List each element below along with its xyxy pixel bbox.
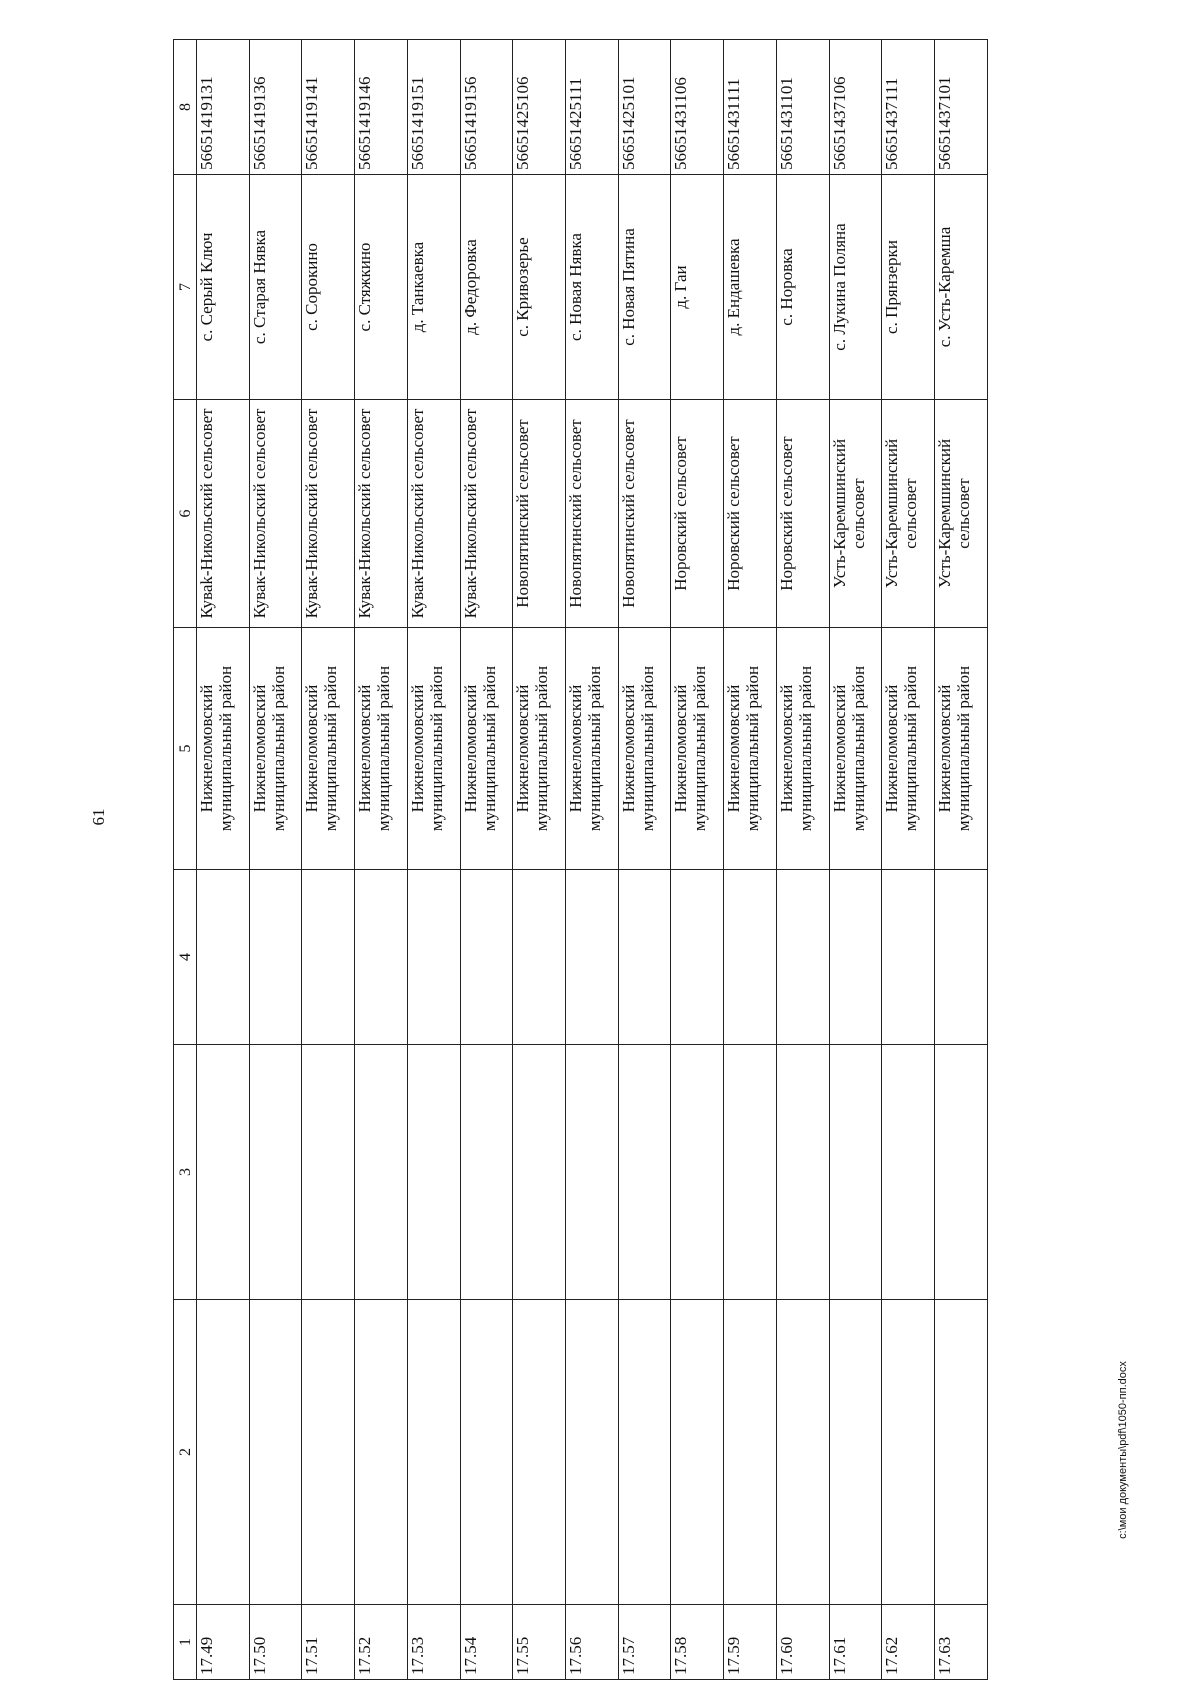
row-number-cell: 17.60 (776, 1605, 829, 1680)
settlement-cell: с. Старая Нявка (249, 175, 302, 400)
row-number-cell: 17.53 (407, 1605, 460, 1680)
table-row (671, 40, 724, 1680)
settlement-cell: с. Прянзерки (882, 175, 935, 400)
council-cell: Норовский сельсовет (724, 400, 777, 628)
settlement-cell: с. Серый Ключ (197, 175, 250, 400)
district-cell: Нижнеломовский муниципальный район (249, 628, 302, 870)
empty-cell (566, 870, 619, 1045)
settlement-cell: д. Ендашевка (724, 175, 777, 400)
council-cell: Кувак-Никольский сельсовет (355, 400, 408, 628)
empty-cell (355, 1300, 408, 1605)
settlement-cell: с. Новая Нявка (566, 175, 619, 400)
empty-cell (460, 1300, 513, 1605)
row-number-cell: 17.57 (618, 1605, 671, 1680)
empty-cell (618, 870, 671, 1045)
table-row (407, 40, 460, 1680)
settlement-cell: с. Усть-Каремша (935, 175, 988, 400)
oktmo-code-cell: 56651437101 (935, 40, 988, 175)
row-number-cell: 17.55 (513, 1605, 566, 1680)
empty-cell (776, 870, 829, 1045)
column-header: 1 (174, 1605, 197, 1680)
column-header: 7 (174, 175, 197, 400)
empty-cell (935, 870, 988, 1045)
oktmo-code-cell: 56651419156 (460, 40, 513, 175)
oktmo-code-cell: 56651437111 (882, 40, 935, 175)
row-number-cell: 17.49 (197, 1605, 250, 1680)
oktmo-code-cell: 56651419136 (249, 40, 302, 175)
settlement-cell: с. Стяжкино (355, 175, 408, 400)
row-number-cell: 17.54 (460, 1605, 513, 1680)
settlement-cell: с. Новая Пятина (618, 175, 671, 400)
oktmo-code-cell: 56651419146 (355, 40, 408, 175)
empty-cell (566, 1045, 619, 1300)
empty-cell (355, 1045, 408, 1300)
row-number-cell: 17.62 (882, 1605, 935, 1680)
empty-cell (618, 1045, 671, 1300)
row-number-cell: 17.51 (302, 1605, 355, 1680)
row-number-cell: 17.61 (829, 1605, 882, 1680)
council-cell: Норовский сельсовет (671, 400, 724, 628)
empty-cell (671, 1045, 724, 1300)
column-header: 3 (174, 1045, 197, 1300)
settlement-cell: с. Норовка (776, 175, 829, 400)
district-cell: Нижнеломовский муниципальный район (776, 628, 829, 870)
oktmo-code-cell: 56651437106 (829, 40, 882, 175)
row-number-cell: 17.50 (249, 1605, 302, 1680)
council-cell: Усть-Каремшинский сельсовет (935, 400, 988, 628)
empty-cell (566, 1300, 619, 1605)
empty-cell (407, 1045, 460, 1300)
page-number: 61 (89, 808, 108, 826)
oktmo-code-cell: 56651425101 (618, 40, 671, 175)
district-cell: Нижнеломовский муниципальный район (513, 628, 566, 870)
district-cell: Нижнеломовский муниципальный район (618, 628, 671, 870)
table-row (460, 40, 513, 1680)
table-container (173, 40, 988, 1680)
row-number-cell: 17.63 (935, 1605, 988, 1680)
row-number-cell: 17.59 (724, 1605, 777, 1680)
oktmo-code-cell: 56651431111 (724, 40, 777, 175)
empty-cell (302, 1045, 355, 1300)
table-row (935, 40, 988, 1680)
row-number-cell: 17.52 (355, 1605, 408, 1680)
oktmo-code-cell: 56651425106 (513, 40, 566, 175)
district-cell: Нижнеломовский муниципальный район (724, 628, 777, 870)
council-cell: Усть-Каремшинский сельсовет (829, 400, 882, 628)
table-row (355, 40, 408, 1680)
district-cell: Нижнеломовский муниципальный район (829, 628, 882, 870)
empty-cell (935, 1300, 988, 1605)
settlements-table (173, 39, 988, 1680)
empty-cell (407, 1300, 460, 1605)
council-cell: Новопятинский сельсовет (618, 400, 671, 628)
oktmo-code-cell: 56651419131 (197, 40, 250, 175)
empty-cell (513, 1045, 566, 1300)
empty-cell (882, 1300, 935, 1605)
district-cell: Нижнеломовский муниципальный район (566, 628, 619, 870)
district-cell: Нижнеломовский муниципальный район (302, 628, 355, 870)
empty-cell (724, 1045, 777, 1300)
table-row (724, 40, 777, 1680)
empty-cell (882, 870, 935, 1045)
footer-file-path: c:\мои документы\pdf\1050-пп.docx (1117, 1361, 1129, 1539)
oktmo-code-cell: 56651431101 (776, 40, 829, 175)
empty-cell (829, 870, 882, 1045)
empty-cell (197, 870, 250, 1045)
table-row (829, 40, 882, 1680)
row-number-cell: 17.58 (671, 1605, 724, 1680)
empty-cell (302, 1300, 355, 1605)
table-row (197, 40, 250, 1680)
district-cell: Нижнеломовский муниципальный район (882, 628, 935, 870)
council-cell: Новопятинский сельсовет (513, 400, 566, 628)
column-header: 4 (174, 870, 197, 1045)
settlement-cell: д. Танкаевка (407, 175, 460, 400)
district-cell: Нижнеломовский муниципальный район (355, 628, 408, 870)
empty-cell (724, 1300, 777, 1605)
district-cell: Нижнеломовский муниципальный район (671, 628, 724, 870)
table-row (618, 40, 671, 1680)
council-cell: Кувак-Никольский сельсовет (302, 400, 355, 628)
district-cell: Нижнеломовский муниципальный район (407, 628, 460, 870)
empty-cell (197, 1300, 250, 1605)
empty-cell (829, 1045, 882, 1300)
table-row (302, 40, 355, 1680)
empty-cell (460, 870, 513, 1045)
table-header-row (174, 40, 197, 1680)
empty-cell (829, 1300, 882, 1605)
district-cell: Нижнеломовский муниципальный район (460, 628, 513, 870)
empty-cell (302, 870, 355, 1045)
settlement-cell: с. Сорокино (302, 175, 355, 400)
empty-cell (249, 1045, 302, 1300)
oktmo-code-cell: 56651431106 (671, 40, 724, 175)
council-cell: Кувак-Никольский сельсовет (249, 400, 302, 628)
table-row (882, 40, 935, 1680)
empty-cell (671, 1300, 724, 1605)
settlement-cell: д. Гаи (671, 175, 724, 400)
empty-cell (671, 870, 724, 1045)
oktmo-code-cell: 56651419141 (302, 40, 355, 175)
empty-cell (513, 1300, 566, 1605)
column-header: 8 (174, 40, 197, 175)
oktmo-code-cell: 56651419151 (407, 40, 460, 175)
council-cell: Кувак-Никольский сельсовет (460, 400, 513, 628)
column-header: 6 (174, 400, 197, 628)
empty-cell (935, 1045, 988, 1300)
empty-cell (407, 870, 460, 1045)
oktmo-code-cell: 56651425111 (566, 40, 619, 175)
column-header: 5 (174, 628, 197, 870)
empty-cell (776, 1045, 829, 1300)
empty-cell (249, 1300, 302, 1605)
table-row (566, 40, 619, 1680)
settlement-cell: д. Федоровка (460, 175, 513, 400)
empty-cell (724, 870, 777, 1045)
column-header: 2 (174, 1300, 197, 1605)
table-row (249, 40, 302, 1680)
empty-cell (882, 1045, 935, 1300)
settlement-cell: с. Кривозерье (513, 175, 566, 400)
empty-cell (513, 870, 566, 1045)
table-row (776, 40, 829, 1680)
district-cell: Нижнеломовский муниципальный район (197, 628, 250, 870)
empty-cell (618, 1300, 671, 1605)
council-cell: Куваk-Никольский сельсовет (197, 400, 250, 628)
table-body (174, 40, 988, 1680)
table-row (513, 40, 566, 1680)
council-cell: Кувак-Никольский сельсовет (407, 400, 460, 628)
empty-cell (197, 1045, 250, 1300)
council-cell: Норовский сельсовет (776, 400, 829, 628)
district-cell: Нижнеломовский муниципальный район (935, 628, 988, 870)
empty-cell (460, 1045, 513, 1300)
row-number-cell: 17.56 (566, 1605, 619, 1680)
settlement-cell: с. Лукина Поляна (829, 175, 882, 400)
empty-cell (249, 870, 302, 1045)
empty-cell (776, 1300, 829, 1605)
council-cell: Новопятинский сельсовет (566, 400, 619, 628)
empty-cell (355, 870, 408, 1045)
council-cell: Усть-Каремшинский сельсовет (882, 400, 935, 628)
